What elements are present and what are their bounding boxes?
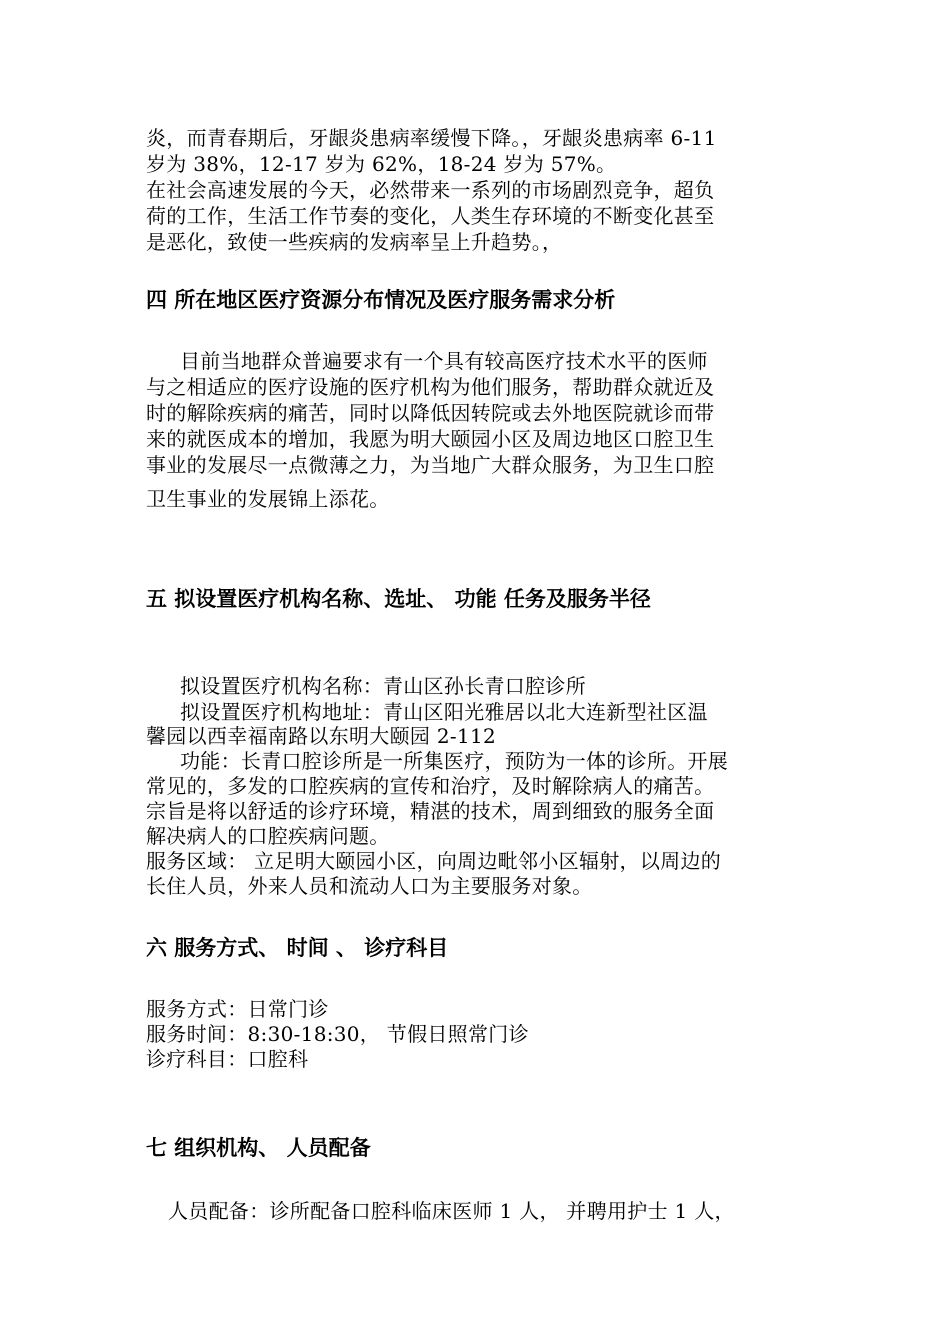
section-4-line-3: 时的解除疾病的痛苦，同时以降低因转院或去外地医院就诊而带 xyxy=(146,401,715,425)
service-mode: 服务方式：日常门诊 xyxy=(146,997,329,1021)
section-4-line-1: 目前当地群众普遍要求有一个具有较高医疗技术水平的医师 xyxy=(180,349,708,373)
section-5-heading: 五 拟设置医疗机构名称、选址、 功能 任务及服务半径 xyxy=(146,587,651,611)
staffing-line: 人员配备：诊所配备口腔科临床医师 1 人， 并聘用护士 1 人， xyxy=(168,1199,735,1223)
section-6-heading: 六 服务方式、 时间 、 诊疗科目 xyxy=(146,936,449,960)
service-area-line-1: 服务区域： 立足明大颐园小区，向周边毗邻小区辐射，以周边的 xyxy=(146,849,722,873)
clinic-function-line-1: 功能：长青口腔诊所是一所集医疗，预防为一体的诊所。开展 xyxy=(180,749,729,773)
section-4-heading: 四 所在地区医疗资源分布情况及医疗服务需求分析 xyxy=(146,288,616,312)
section-4-line-2: 与之相适应的医疗设施的医疗机构为他们服务，帮助群众就近及 xyxy=(146,375,715,399)
service-area-line-2: 长住人员，外来人员和流动人口为主要服务对象。 xyxy=(146,874,593,898)
section-4-line-4: 来的就医成本的增加，我愿为明大颐园小区及周边地区口腔卫生 xyxy=(146,427,715,451)
clinic-name: 拟设置医疗机构名称：青山区孙长青口腔诊所 xyxy=(180,674,586,698)
clinic-function-line-2: 常见的，多发的口腔疾病的宣传和治疗，及时解除病人的痛苦。 xyxy=(146,774,715,798)
section-7-heading: 七 组织机构、 人员配备 xyxy=(146,1136,371,1160)
intro-line-1: 炎，而青春期后，牙龈炎患病率缓慢下降。，牙龈炎患病率 6-11 xyxy=(146,126,717,150)
section-4-line-6: 卫生事业的发展锦上添花。 xyxy=(146,487,390,511)
clinic-address-line-1: 拟设置医疗机构地址：青山区阳光雅居以北大连新型社区温 xyxy=(180,700,708,724)
intro-line-5: 是恶化，致使一些疾病的发病率呈上升趋势。， xyxy=(146,230,563,254)
clinic-address-line-2: 馨园以西幸福南路以东明大颐园 2-112 xyxy=(146,724,497,748)
intro-line-4: 荷的工作，生活工作节奏的变化，人类生存环境的不断变化甚至 xyxy=(146,204,715,228)
section-4-line-5: 事业的发展尽一点微薄之力，为当地广大群众服务，为卫生口腔 xyxy=(146,453,715,477)
intro-line-3: 在社会高速发展的今天，必然带来一系列的市场剧烈竞争，超负 xyxy=(146,178,715,202)
clinic-function-line-4: 解决病人的口腔疾病问题。 xyxy=(146,824,390,848)
service-time: 服务时间：8:30-18:30， 节假日照常门诊 xyxy=(146,1022,529,1046)
clinic-function-line-3: 宗旨是将以舒适的诊疗环境，精湛的技术，周到细致的服务全面 xyxy=(146,799,715,823)
intro-line-2: 岁为 38%，12-17 岁为 62%，18-24 岁为 57%。 xyxy=(146,152,617,176)
clinic-department: 诊疗科目：口腔科 xyxy=(146,1047,309,1071)
